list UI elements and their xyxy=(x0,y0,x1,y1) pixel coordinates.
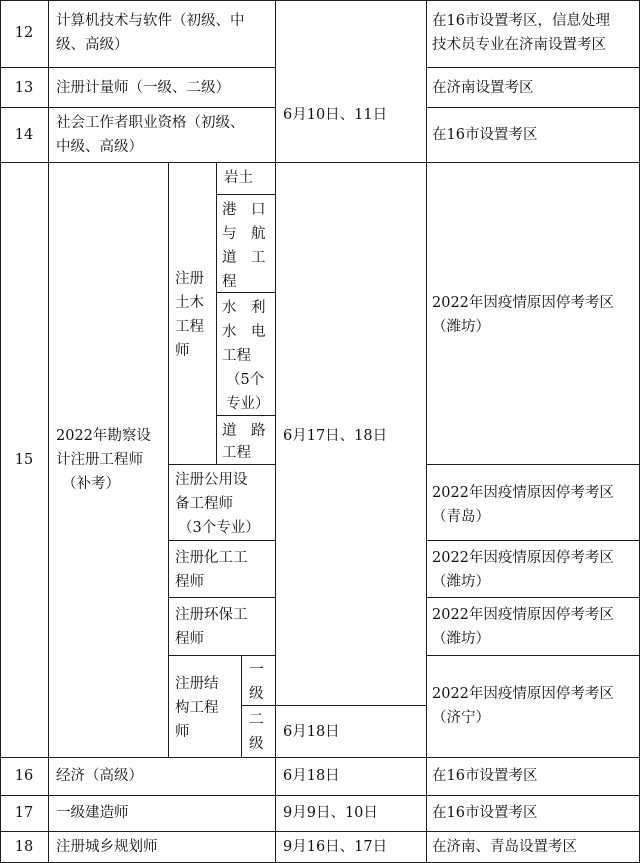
subcategory-label: 注册化工工 xyxy=(175,550,248,566)
table-rule xyxy=(168,162,169,757)
table-rule xyxy=(0,67,275,68)
table-rule xyxy=(0,107,275,108)
exam-name: 经济（高级） xyxy=(56,768,143,784)
row-number: 12 xyxy=(14,25,34,41)
exam-date: 6月17日、18日 xyxy=(283,428,388,444)
exam-note: 在16市设置考区 xyxy=(432,805,538,821)
exam-name: 计算机技术与软件（初级、中 xyxy=(56,13,245,29)
exam-note: 在16市设置考区，信息处理 xyxy=(432,13,610,29)
specialty-label: 道 路 xyxy=(222,423,266,439)
subcategory-label: 注册公用设 xyxy=(175,472,248,488)
exam-note: （潍坊） xyxy=(432,574,490,590)
exam-note: （潍坊） xyxy=(432,631,490,647)
table-rule xyxy=(168,597,275,598)
specialty-label: 工程 xyxy=(222,445,251,461)
specialty-label: 与 航 xyxy=(222,226,266,242)
row-number: 14 xyxy=(14,127,34,143)
subcategory-label: 程师 xyxy=(175,574,204,590)
subcategory-label: 师 xyxy=(175,724,190,740)
table-rule xyxy=(0,831,640,832)
table-rule xyxy=(426,67,640,68)
table-rule xyxy=(426,540,640,541)
table-rule xyxy=(0,162,640,163)
specialty-label: 岩土 xyxy=(224,170,253,186)
table-rule xyxy=(216,194,275,195)
table-rule xyxy=(426,0,427,863)
table-rule xyxy=(0,757,640,758)
exam-date: 9月9日、10日 xyxy=(283,805,378,821)
exam-name: （补考） xyxy=(62,476,120,492)
subcategory-label: 工程 xyxy=(175,319,204,335)
exam-date: 6月18日 xyxy=(283,768,340,784)
exam-date: 6月18日 xyxy=(283,724,340,740)
exam-name: 注册计量师（一级、二级） xyxy=(56,80,230,96)
table-rule xyxy=(168,540,275,541)
exam-note: 在济南设置考区 xyxy=(432,80,534,96)
exam-name: 社会工作者职业资格（初级、 xyxy=(56,115,245,131)
table-rule xyxy=(426,597,640,598)
subcategory-label: 注册结 xyxy=(175,676,219,692)
table-rule xyxy=(275,0,276,863)
row-number: 18 xyxy=(14,839,34,855)
exam-note: 2022年因疫情原因停考考区 xyxy=(432,485,614,501)
exam-note: 2022年因疫情原因停考考区 xyxy=(432,607,614,623)
exam-date: 9月16日、17日 xyxy=(283,839,388,855)
exam-name: 注册城乡规划师 xyxy=(56,839,158,855)
subcategory-label: 构工程 xyxy=(175,700,219,716)
specialty-label: 程 xyxy=(222,274,237,290)
exam-note: 2022年因疫情原因停考考区 xyxy=(432,550,614,566)
level-label: 二 xyxy=(249,712,264,728)
subcategory-label: 注册 xyxy=(175,271,204,287)
table-rule xyxy=(168,655,275,656)
exam-date: 6月10日、11日 xyxy=(283,107,388,123)
exam-name: 2022年勘察设 xyxy=(56,428,151,444)
exam-name: 中级、高级） xyxy=(56,139,143,155)
exam-name: 一级建造师 xyxy=(56,805,129,821)
specialty-label: （5个 xyxy=(226,372,265,388)
row-number: 15 xyxy=(14,452,34,468)
specialty-label: 港 口 xyxy=(222,202,266,218)
table-rule xyxy=(426,107,640,108)
exam-note: 在16市设置考区 xyxy=(432,127,538,143)
exam-name: 级、高级） xyxy=(56,37,129,53)
row-number: 13 xyxy=(14,80,34,96)
table-rule xyxy=(48,0,49,863)
row-number: 16 xyxy=(14,768,34,784)
specialty-label: 水 电 xyxy=(222,324,266,340)
exam-note: 2022年因疫情原因停考考区 xyxy=(432,686,614,702)
exam-note: 在16市设置考区 xyxy=(432,768,538,784)
subcategory-label: （3个专业） xyxy=(178,520,260,536)
specialty-label: 专业） xyxy=(226,396,270,412)
exam-note: 2022年因疫情原因停考考区 xyxy=(432,295,614,311)
exam-name: 计注册工程师 xyxy=(56,452,143,468)
exam-note: （济宁） xyxy=(432,710,490,726)
specialty-label: 水 利 xyxy=(222,300,266,316)
exam-note: 在济南、青岛设置考区 xyxy=(432,839,577,855)
specialty-label: 工程 xyxy=(222,348,251,364)
subcategory-label: 土木 xyxy=(175,295,204,311)
table-rule xyxy=(241,655,242,757)
subcategory-label: 注册环保工 xyxy=(175,607,248,623)
specialty-label: 道 工 xyxy=(222,250,266,266)
table-rule xyxy=(0,0,640,1)
subcategory-label: 程师 xyxy=(175,631,204,647)
subcategory-label: 备工程师 xyxy=(175,496,233,512)
table-rule xyxy=(241,705,426,706)
level-label: 级 xyxy=(249,686,264,702)
exam-note: （潍坊） xyxy=(432,319,490,335)
subcategory-label: 师 xyxy=(175,343,190,359)
table-rule xyxy=(216,162,217,464)
level-label: 一 xyxy=(249,662,264,678)
table-rule xyxy=(0,795,640,796)
table-rule xyxy=(426,655,640,656)
level-label: 级 xyxy=(249,736,264,752)
exam-note: （青岛） xyxy=(432,509,490,525)
row-number: 17 xyxy=(14,805,34,821)
exam-note: 技术员专业在济南设置考区 xyxy=(432,37,606,53)
table-rule xyxy=(426,464,640,465)
